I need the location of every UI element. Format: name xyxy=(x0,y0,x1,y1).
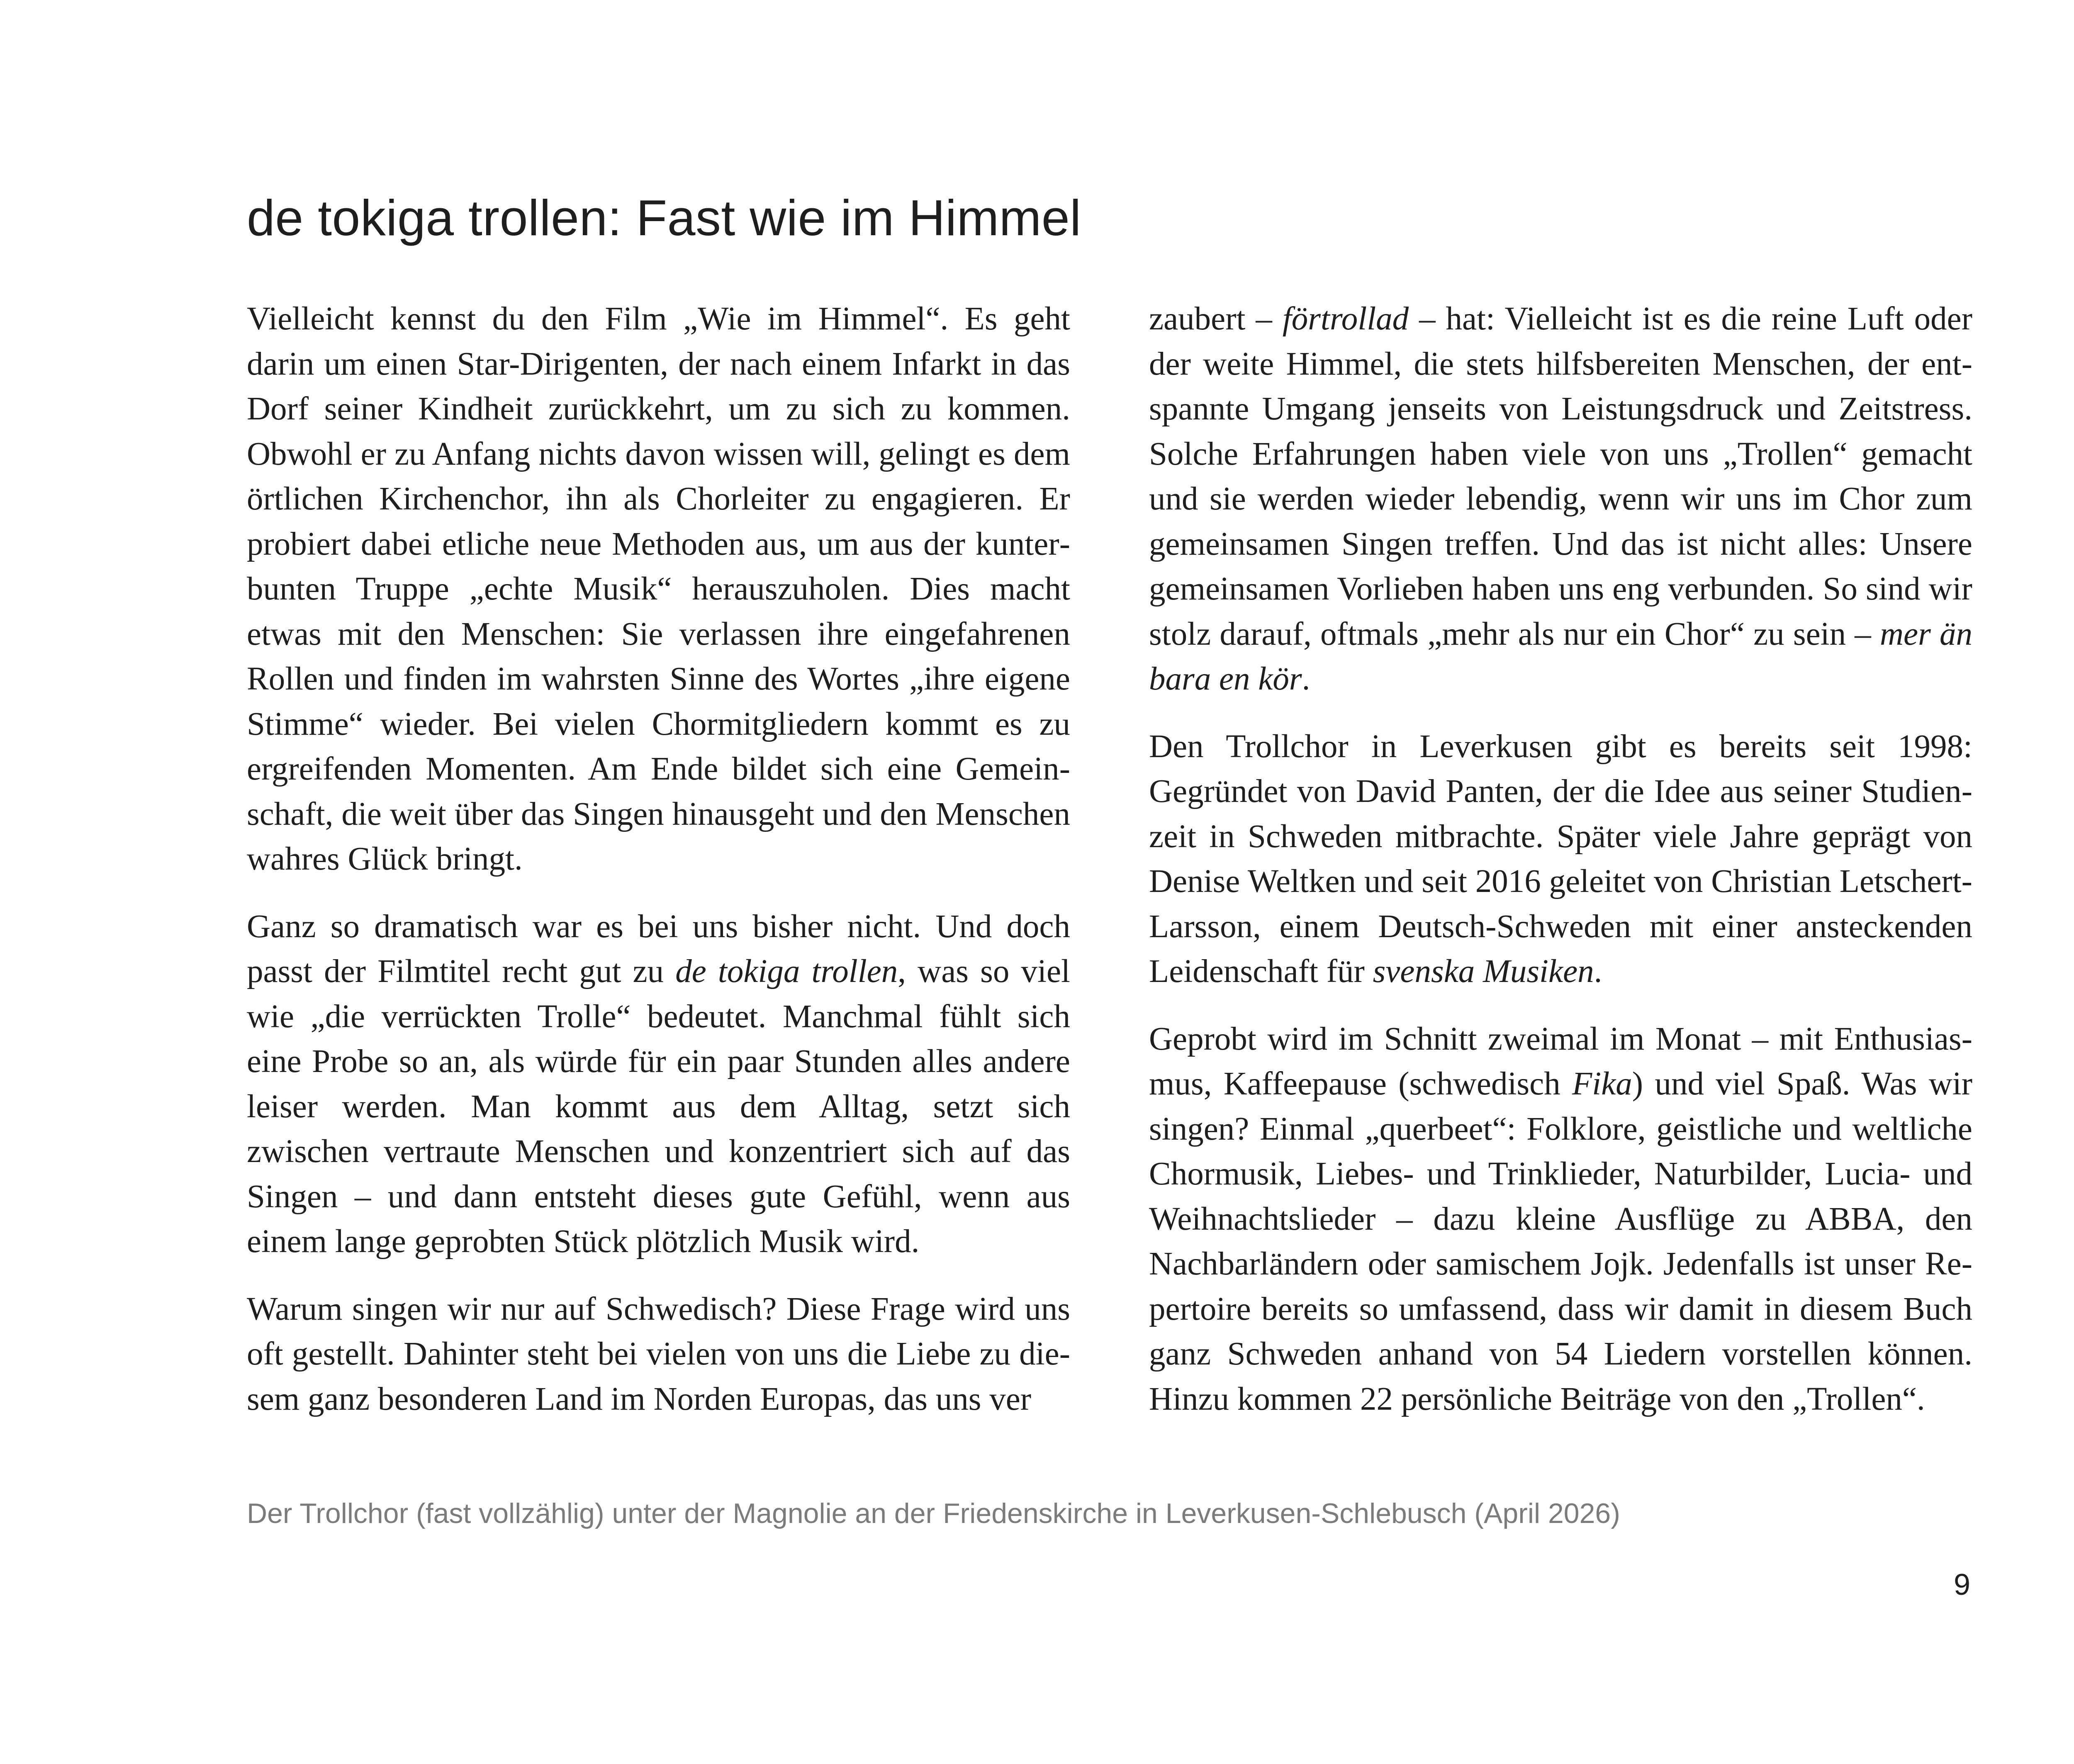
paragraph-text: . xyxy=(1302,661,1310,697)
left-text-column xyxy=(247,297,1070,1444)
italic-phrase: Fika xyxy=(1572,1066,1632,1102)
paragraph-text: – hat: Vielleicht ist es die reine Luft oder der weite Himmel, die stets hilfsbereiten Menschen, der entspannte Umgang jenseits von Leistungsdruck und Zeitstress. Solche Erfahrungen haben viele von uns „Trollen“ gemacht und sie werden wieder lebendig, wenn wir uns im Chor zum gemeinsamen Singen treffen. Und das ist nicht alles: Unsere gemeinsamen Vorlieben haben uns eng verbunden. So sind wir stolz darauf, oftmals „mehr als nur ein Chor“ zu sein – xyxy=(1149,301,1973,652)
photo-caption: Der Trollchor (fast vollzählig) unter der Magnolie an der Friedenskirche in Leverkusen-Schlebusch (April 2026) xyxy=(247,1498,1620,1529)
page-number: 9 xyxy=(1953,1568,1970,1601)
paragraph-text: Vielleicht kennst du den Film „Wie im Himmel“. Es geht darin um einen Star-Dirigenten, der nach einem Infarkt in das Dorf seiner Kindheit zurückkehrt, um zu sich zu kommen. Obwohl er zu Anfang nichts davon wissen will, gelingt es dem örtlichen Kirchenchor, ihn als Chorleiter zu engagieren. Er probiert dabei etliche neue Methoden aus, um aus der kunterbunten Truppe „echte Musik“ herauszuholen. Dies macht etwas mit den Menschen: Sie verlassen ihre eingefahrenen Rollen und finden im wahrsten Sinne des Wortes „ihre eigene Stimme“ wieder. Bei vielen Chormitgliedern kommt es zu ergreifenden Momenten. Am Ende bildet sich eine Gemeinschaft, die weit über das Singen hinausgeht und den Menschen wahres Glück bringt. xyxy=(247,301,1070,877)
paragraph-text: Den Trollchor in Leverkusen gibt es bereits seit 1998: Gegründet von David Panten, der die Idee aus seiner Studienzeit in Schweden mitbrachte. Später viele Jahre geprägt von Denise Weltken und seit 2016 geleitet von Christian Letschert-Larsson, einem Deutsch-Schweden mit einer ansteckenden Leidenschaft für xyxy=(1149,728,1972,989)
paragraph-text: Ganz so dramatisch war es bei uns bisher nicht. Und doch passt der Filmtitel recht gut zu xyxy=(247,908,1070,989)
paragraph xyxy=(1149,724,1972,994)
page-title: de tokiga trollen: Fast wie im Himmel xyxy=(247,190,1081,246)
paragraph xyxy=(1149,297,1972,702)
paragraph xyxy=(247,1287,1070,1422)
paragraph-text: zaubert – xyxy=(1149,301,1283,337)
paragraph-text: . xyxy=(1594,953,1602,989)
italic-phrase: mer än bara en kör xyxy=(1149,616,1972,697)
paragraph-text: Warum singen wir nur auf Schwedisch? Diese Frage wird uns oft gestellt. Dahinter steht bei vielen von uns die Liebe zu diesem ganz besonderen Land im Norden Europas, das uns ver xyxy=(247,1291,1070,1417)
italic-phrase: de tokiga trollen xyxy=(675,953,898,989)
paragraph-text: , was so viel wie „die verrückten Trolle“ bedeutet. Manchmal fühlt sich eine Probe so an, als würde für ein paar Stunden alles andere leiser werden. Man kommt aus dem Alltag, setzt sich zwischen vertraute Menschen und konzentriert sich auf das Singen – und dann entsteht dieses gute Gefühl, wenn aus einem lange geprobten Stück plötzlich Musik wird. xyxy=(247,953,1070,1260)
italic-phrase: förtrollad xyxy=(1282,301,1409,337)
paragraph-text: ) und viel Spaß. Was wir singen? Einmal „querbeet“: Folklore, geistliche und weltliche Chormusik, Liebes- und Trinklieder, Naturbilder, Lucia- und Weihnachtslieder – dazu kleine Ausflüge zu ABBA, den Nachbarländern oder samischem Jojk. Jedenfalls ist unser Repertoire bereits so umfassend, dass wir damit in diesem Buch ganz Schweden anhand von 54 Liedern vorstellen können. Hinzu kommen 22 persönliche Beiträge von den „Trollen“. xyxy=(1149,1066,1972,1417)
paragraph xyxy=(1149,1017,1972,1422)
paragraph xyxy=(247,297,1070,882)
paragraph-text: Geprobt wird im Schnitt zweimal im Monat – mit Enthusiasmus, Kaffeepause (schwedisch xyxy=(1149,1021,1972,1102)
italic-phrase: svenska Musiken xyxy=(1373,953,1594,989)
paragraph xyxy=(247,904,1070,1265)
right-text-column xyxy=(1149,297,1972,1444)
